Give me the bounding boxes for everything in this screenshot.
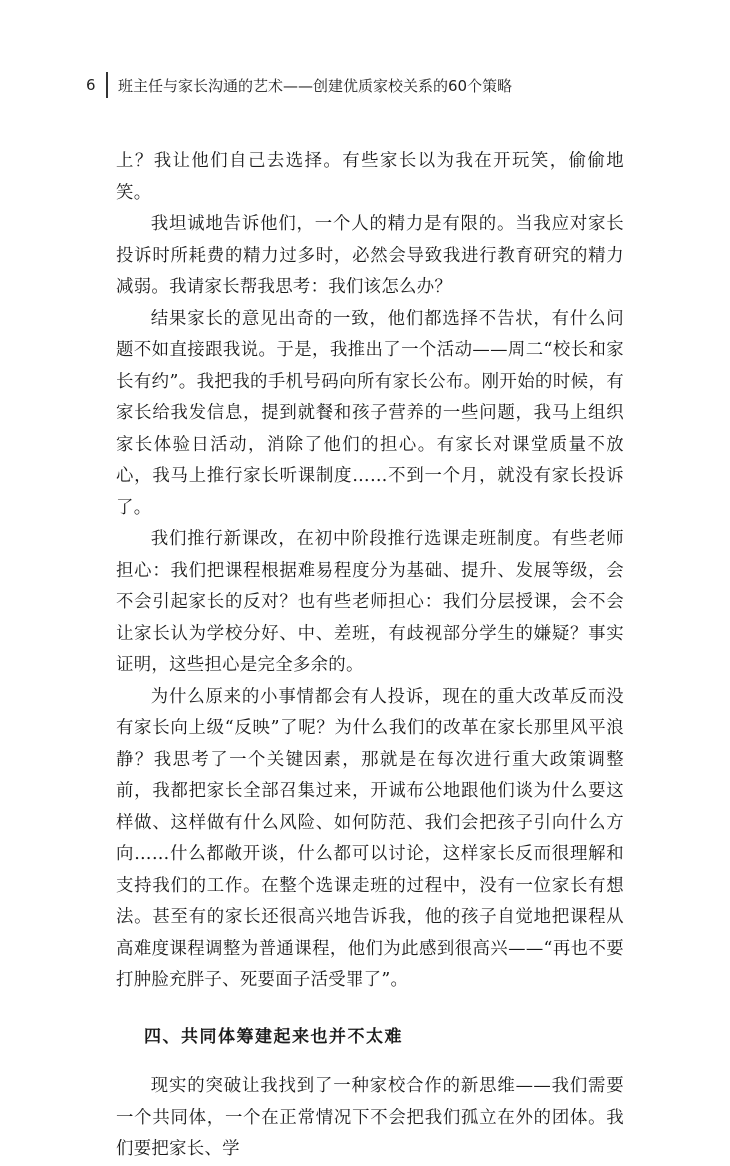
paragraph: 上？我让他们自己去选择。有些家长以为我在开玩笑，偷偷地笑。 — [116, 151, 624, 203]
paragraph: 我坦诚地告诉他们，一个人的精力是有限的。当我应对家长投诉时所耗费的精力过多时，必然会导致我进行教育研究的精力减弱。我请家长帮我思考：我们该怎么办？ — [116, 214, 624, 297]
page-body — [116, 146, 624, 1166]
paragraph: 结果家长的意见出奇的一致，他们都选择不告状，有什么问题不如直接跟我说。于是，我推出了一个活动——周二“校长和家长有约”。我把我的手机号码向所有家长公布。刚开始的时候，有家长给我发信息，提到就餐和孩子营养的一些问题，我马上组织家长体验日活动，消除了他们的担心。有家长对课堂质量不放心，我马上推行家长听课制度……不到一个月，就没有家长投诉了。 — [116, 308, 624, 518]
paragraph: 现实的突破让我找到了一种家校合作的新思维——我们需要一个共同体，一个在正常情况下不会把我们孤立在外的团体。我们要把家长、学 — [116, 1076, 624, 1159]
section-heading: 四、共同体筹建起来也并不太难 — [144, 1026, 403, 1047]
running-header — [86, 72, 512, 98]
paragraph: 我们推行新课改，在初中阶段推行选课走班制度。有些老师担心：我们把课程根据难易程度分为基础、提升、发展等级，会不会引起家长的反对？也有些老师担心：我们分层授课，会不会让家长认为学校分好、中、差班，有歧视部分学生的嫌疑？事实证明，这些担心是完全多余的。 — [116, 529, 624, 675]
header-divider — [106, 72, 108, 98]
paragraph: 为什么原来的小事情都会有人投诉，现在的重大改革反而没有家长向上级“反映”了呢？为什么我们的改革在家长那里风平浪静？我思考了一个关键因素，那就是在每次进行重大政策调整前，我都把家长全部召集过来，开诚布公地跟他们谈为什么要这样做、这样做有什么风险、如何防范、我们会把孩子引向什么方向……什么都敞开谈，什么都可以讨论，这样家长反而很理解和支持我们的工作。在整个选课走班的过程中，没有一位家长有想法。甚至有的家长还很高兴地告诉我，他的孩子自觉地把课程从高难度课程调整为普通课程，他们为此感到很高兴——“再也不要打肿脸充胖子、死要面子活受罪了”。 — [116, 686, 624, 990]
page-number: 6 — [86, 76, 96, 94]
book-title: 班主任与家长沟通的艺术——创建优质家校关系的60个策略 — [118, 76, 513, 95]
